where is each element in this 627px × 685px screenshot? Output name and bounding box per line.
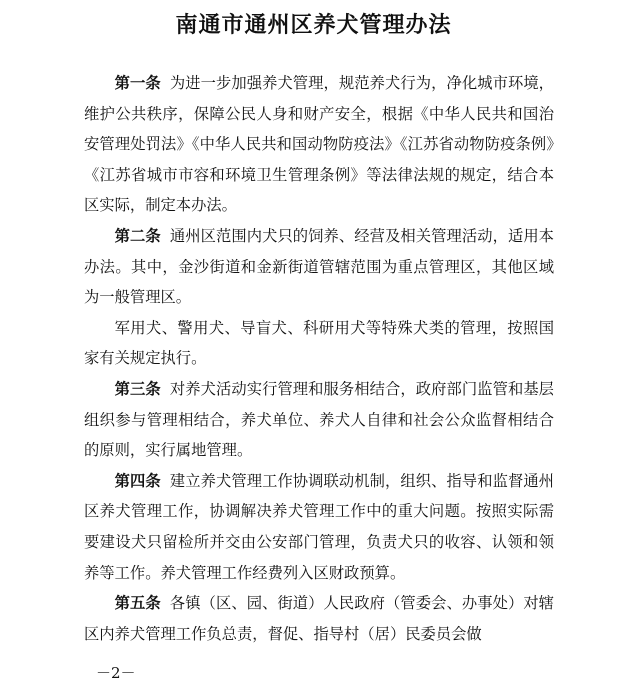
document-body [84, 68, 554, 649]
article-label: 第一条 [114, 74, 161, 92]
article-4 [84, 466, 554, 588]
article-2-paragraph-2 [84, 313, 554, 374]
article-text: 建立养犬管理工作协调联动机制，组织、指导和监督通州区养犬管理工作，协调解决养犬管理工作中的重大问题。按照实际需要建设犬只留检所并交由公安部门管理，负责犬只的收容、认领和领养等工作。养犬管理工作经费列入区财政预算。 [84, 471, 554, 582]
article-2 [84, 221, 554, 313]
article-3 [84, 374, 554, 466]
article-label: 第三条 [114, 379, 161, 398]
document-title: 南通市通州区养犬管理办法 [175, 12, 452, 38]
article-1 [84, 68, 554, 221]
article-text: 通州区范围内犬只的饲养、经营及相关管理活动，适用本办法。其中，金沙街道和金新街道管辖范围为重点管理区，其他区域为一般管理区。 [84, 226, 554, 307]
article-label: 第五条 [114, 594, 161, 613]
article-label: 第四条 [114, 471, 161, 490]
article-text: 对养犬活动实行管理和服务相结合，政府部门监管和基层组织参与管理相结合，养犬单位、养犬人自律和社会公众监督相结合的原则，实行属地管理。 [84, 379, 554, 460]
article-text: 军用犬、警用犬、导盲犬、科研用犬等特殊犬类的管理，按照国家有关规定执行。 [84, 318, 554, 368]
article-label: 第二条 [114, 226, 161, 245]
page-number: －2－ [96, 664, 136, 682]
article-text: 为进一步加强养犬管理，规范养犬行为，净化城市环境，维护公共秩序，保障公民人身和财产安全，根据《中华人民共和国治安管理处罚法》《中华人民共和国动物防疫法》《江苏省动物防疫条例》《江苏省城市市容和环境卫生管理条例》等法律法规的规定，结合本区实际，制定本办法。 [84, 74, 554, 215]
article-text: 各镇（区、园、街道）人民政府（管委会、办事处）对辖区内养犬管理工作负总责，督促、指导村（居）民委员会做 [84, 594, 554, 643]
article-5 [84, 588, 554, 649]
